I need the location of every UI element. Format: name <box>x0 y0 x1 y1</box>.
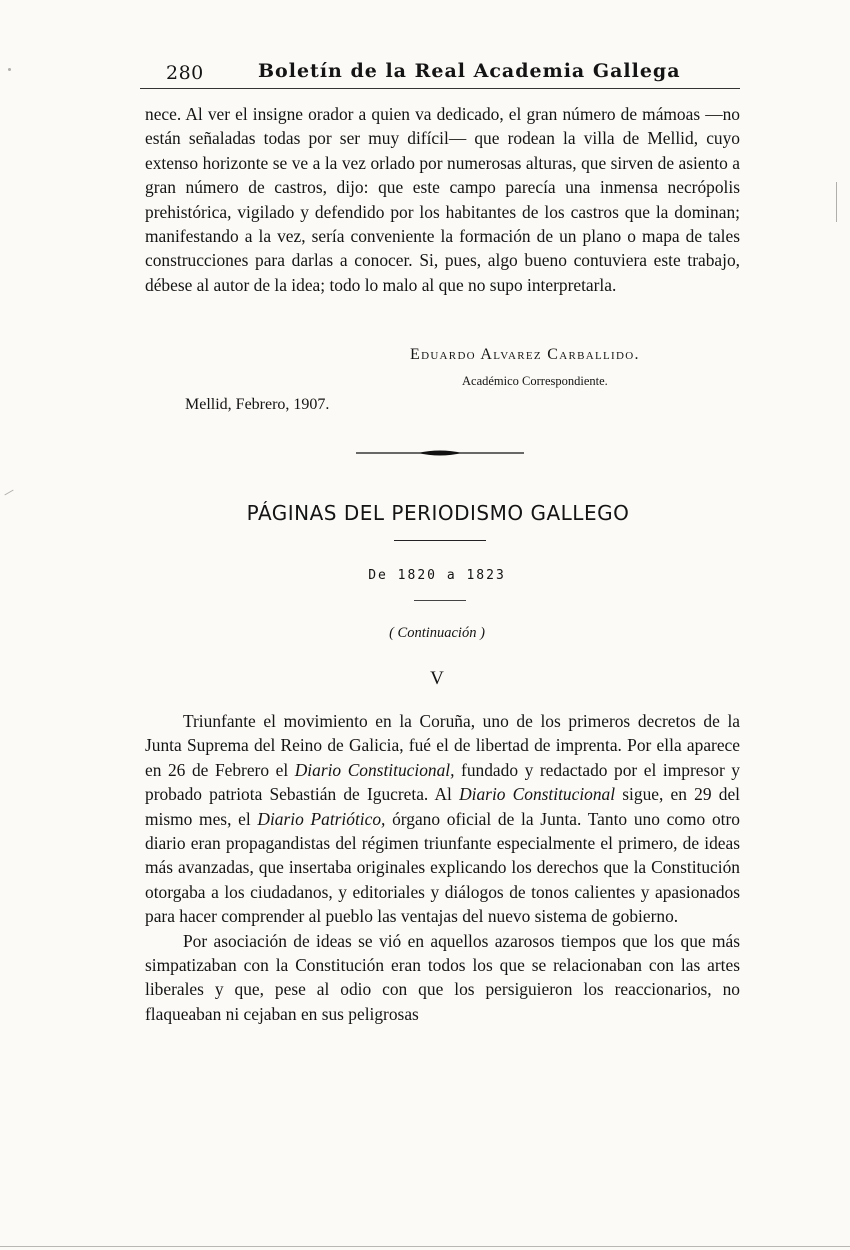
page-edge-line <box>0 1246 850 1247</box>
subtitle-rule <box>414 600 466 601</box>
author-signature: Eduardo Alvarez Carballido. <box>410 346 640 363</box>
author-role: Académico Correspondiente. <box>462 374 608 388</box>
chapter-number: V <box>430 668 444 689</box>
text-run: Triunfante el movimiento en la Coruña, uno de los primeros decretos de la Junta Suprema del Reino de Galicia, fué el de libertad de imprenta. Por ella aparece en 26 de Febrero el <box>145 711 740 780</box>
paragraph-2 <box>145 929 740 1027</box>
paragraph-1 <box>145 709 740 929</box>
text-run: sigue, en 29 del mismo mes, el <box>145 784 740 829</box>
periodical-title: Diario Constitucional <box>459 784 616 805</box>
scan-artifact <box>836 182 837 222</box>
main-text <box>145 709 740 1026</box>
periodical-title: Diario Patriótico, <box>257 808 386 829</box>
text-run: fundado y redactado por el impresor y probado patriota Sebastián de Igucreta. Al <box>145 759 741 805</box>
ornament-divider-icon <box>356 448 524 458</box>
page-number: 280 <box>166 62 204 84</box>
section-title: PÁGINAS DEL PERIODISMO GALLEGO <box>246 501 630 525</box>
section-subtitle: De 1820 a 1823 <box>368 568 506 583</box>
dateline: Mellid, Febrero, 1907. <box>185 396 330 413</box>
periodical-title: Diario Constitucional, <box>294 759 455 780</box>
text-run: órgano oficial de la Junta. Tanto uno como otro diario eran propagandistas del régimen triunfante especialmente el primero, de ideas más avanzadas, que insertaba originales explicando los derechos que la Constitución otorgaba a los ciudadanos, y editoriales y diálogos de tonos calientes y apasionados para hacer comprender al pueblo las ventajas del nuevo sistema de gobierno. <box>145 808 740 927</box>
scan-artifact <box>4 490 13 496</box>
scan-artifact <box>8 68 11 71</box>
page-header <box>140 58 740 89</box>
opening-paragraph: nece. Al ver el insigne orador a quien va dedicado, el gran número de mámoas —no están señaladas todas por ser muy difícil— que rodean la villa de Mellid, cuyo extenso horizonte se ve a la vez orlado por numerosas alturas, que sirven de asiento a gran número de castros, dijo: que este campo parecía una inmensa necrópolis prehistórica, vigilado y defendido por los habitantes de los castros que la dominan; manifestando a la vez, sería conveniente la formación de un plano o mapa de tales construcciones para darlas a conocer. Si, pues, algo bueno contuviera este trabajo, débese al autor de la idea; todo lo malo al que no supo interpretarla. <box>145 104 740 295</box>
text-run: Por asociación de ideas se vió en aquellos azarosos tiempos que los que más simpatizaban con la Constitución eran todos los que se relacionaban con las artes liberales y que, pese al odio con que los persiguieron los reaccionarios, no flaqueaban ni cejaban en sus peligrosas <box>145 930 740 1024</box>
running-title: Boletín de la Real Academia Gallega <box>258 60 681 82</box>
continuation-note: ( Continuación ) <box>389 625 485 641</box>
title-rule <box>394 540 486 541</box>
